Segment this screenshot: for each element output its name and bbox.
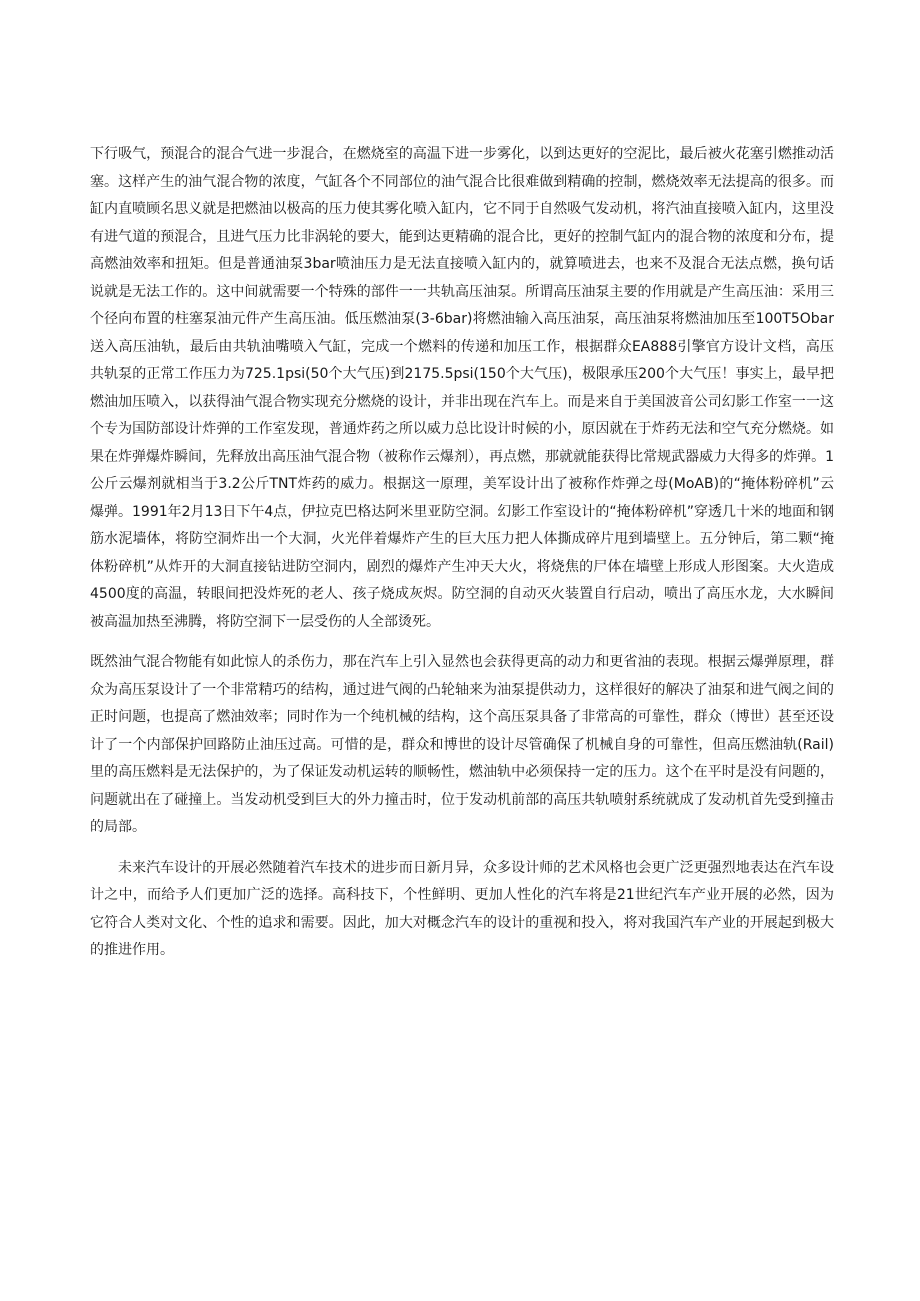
- paragraph-high-pressure-pump: 既然油气混合物能有如此惊人的杀伤力，那在汽车上引入显然也会获得更高的动力和更省油的表现。根据云爆弹原理，群众为高压泵设计了一个非常精巧的结构，通过进气阀的凸轮轴来为油泵提供动力，这样很好的解决了油泵和进气阀之间的正时问题，也提高了燃油效率；同时作为一个纯机械的结构，这个高压泵具备了非常高的可靠性，群众（博世）甚至还设计了一个内部保护回路防止油压过高。可惜的是，群众和博世的设计尽管确保了机械自身的可靠性，但高压燃油轨(Rail)里的高压燃料是无法保护的，为了保证发动机运转的顺畅性，燃油轨中必须保持一定的压力。这个在平时是没有问题的，问题就出在了碰撞上。当发动机受到巨大的外力撞击时，位于发动机前部的高压共轨喷射系统就成了发动机首先受到撞击的局部。: [90, 654, 834, 835]
- document-body: [90, 141, 834, 965]
- paragraph-engine-injection: 下行吸气，预混合的混合气进一步混合，在燃烧室的高温下进一步雾化，以到达更好的空泥比，最后被火花塞引燃推动活塞。这样产生的油气混合物的浓度，气缸各个不同部位的油气混合比很难做到精确的控制，燃烧效率无法提高的很多。而缸内直喷顾名思义就是把燃油以极高的压力使其雾化喷入缸内，它不同于自然吸气发动机，将汽油直接喷入缸内，这里没有进气道的预混合，且进气压力比非涡轮的要大，能到达更精确的混合比，更好的控制气缸内的混合物的浓度和分布，提高燃油效率和扭矩。但是普通油泵3bar喷油压力是无法直接喷入缸内的，就算喷进去，也来不及混合无法点燃，换句话说就是无法工作的。这中间就需要一个特殊的部件一一共轨高压油泵。所谓高压油泵主要的作用就是产生高压油：采用三个径向布置的柱塞泵油元件产生高压油。低压燃油泵(3-6bar)将燃油输入高压油泵，高压油泵将燃油加压至100T5Obar送入高压油轨，最后由共轨油嘴喷入气缸，完成一个燃料的传递和加压工作，根据群众EA888引擎官方设计文档，高压共轨泵的正常工作压力为725.1psi(50个大气压)到2175.5psi(150个大气压)，极限承压200个大气压！事实上，最早把燃油加压喷入，以获得油气混合物实现充分燃烧的设计，并非出现在汽车上。而是来自于美国波音公司幻影工作室一一这个专为国防部设计炸弹的工作室发现，普通炸药之所以威力总比设计时候的小，原因就在于炸药无法和空气充分燃烧。如果在炸弹爆炸瞬间，先释放出高压油气混合物（被称作云爆剂），再点燃，那就就能获得比常规武器威力大得多的炸弹。1公斤云爆剂就相当于3.2公斤TNT炸药的威力。根据这一原理，美军设计出了被称作炸弹之母(MoAB)的“掩体粉碎机”云爆弹。1991年2月13日下午4点，伊拉克巴格达阿米里亚防空洞。幻影工作室设计的“掩体粉碎机”穿透几十米的地面和钢筋水泥墙体，将防空洞炸出一个大洞，火光伴着爆炸产生的巨大压力把人体撕成碎片甩到墙壁上。五分钟后，第二颗“掩体粉碎机”从炸开的大洞直接钻进防空洞内，剧烈的爆炸产生冲天大火，将烧焦的尸体在墙壁上形成人形图案。大火造成4500度的高温，转眼间把没炸死的老人、孩子烧成灰烬。防空洞的自动灭火装置自行启动，喷出了高压水龙，大水瞬间被高温加热至沸腾，将防空洞下一层受伤的人全部烫死。: [90, 146, 834, 630]
- paragraph-future-design: 未来汽车设计的开展必然随着汽车技术的进步而日新月异，众多设计师的艺术风格也会更广泛更强烈地表达在汽车设计之中，而给予人们更加广泛的选择。高科技下，个性鲜明、更加人性化的汽车将是21世纪汽车产业开展的必然，因为它符合人类对文化、个性的追求和需要。因此，加大对概念汽车的设计的重视和投入，将对我国汽车产业的开展起到极大的推进作用。: [90, 859, 834, 958]
